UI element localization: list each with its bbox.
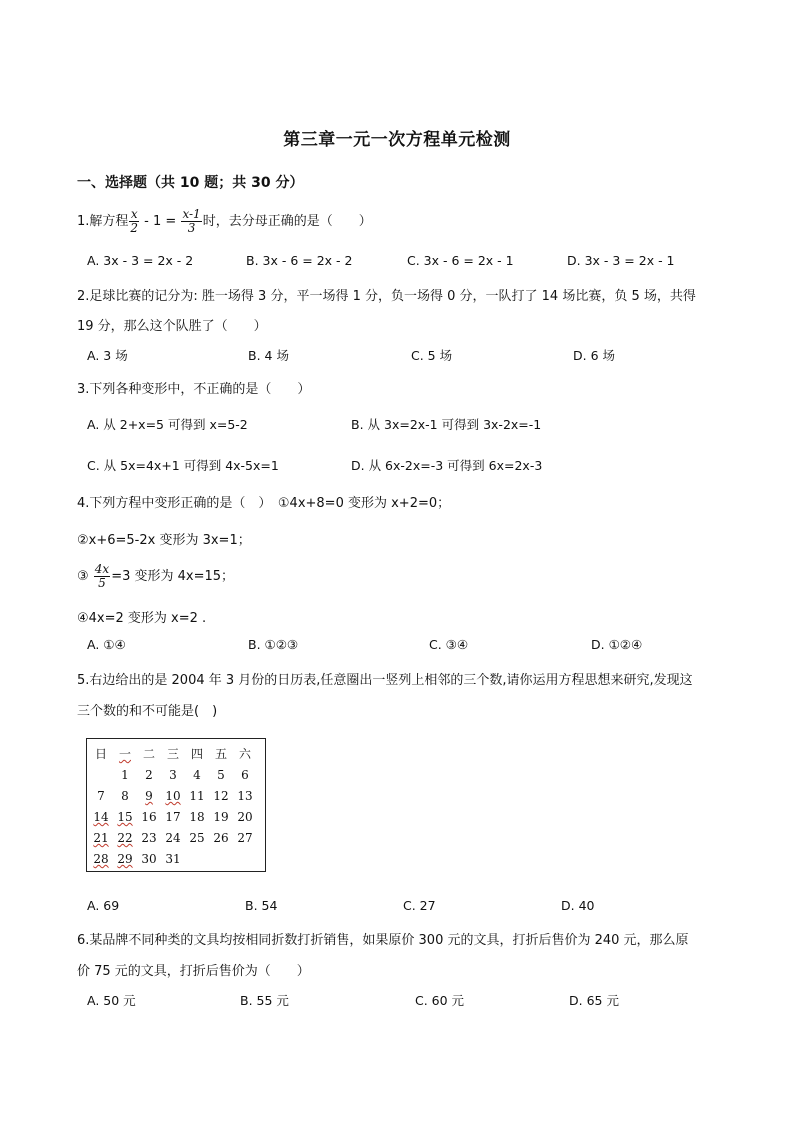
calendar-day: 26	[213, 831, 229, 845]
q6-line-1: 6.某品牌不同种类的文具均按相同折数打折销售，如果原价 300 元的文具，打折后售价为 240 元，那么原	[77, 933, 689, 948]
q6-option-d[interactable]: D. 65 元	[569, 993, 619, 1008]
q2-line-2: 19 分，那么这个队胜了（ ）	[77, 319, 267, 334]
q5-option-a[interactable]: A. 69	[87, 898, 120, 913]
q5-option-b[interactable]: B. 54	[245, 898, 278, 913]
q1-option-d[interactable]: D. 3x - 3 = 2x - 1	[567, 253, 675, 268]
calendar-week-4	[87, 831, 267, 851]
calendar-day: 22	[117, 831, 133, 845]
q4-item-2: ②x+6=5-2x 变形为 3x=1；	[77, 533, 251, 548]
calendar-day: 14	[93, 810, 109, 824]
calendar-day: 5	[217, 768, 225, 782]
q6-option-b[interactable]: B. 55 元	[240, 993, 289, 1008]
q1-frac2-denominator: 3	[187, 221, 196, 235]
calendar-day: 30	[141, 852, 157, 866]
calendar-week-3	[87, 810, 267, 830]
calendar-day: 15	[117, 810, 133, 824]
calendar-week-2	[87, 789, 267, 809]
calendar-day: 19	[213, 810, 229, 824]
q5-option-c[interactable]: C. 27	[403, 898, 436, 913]
question-1-stem	[77, 208, 372, 235]
q5-line-1: 5.右边给出的是 2004 年 3 月份的日历表,任意圈出一竖列上相邻的三个数,请你运用方程思想来研究,发现这	[77, 673, 693, 688]
q1-frac1-denominator: 2	[130, 221, 139, 235]
q1-frac2-numerator: x-1	[182, 207, 201, 221]
q4-item-3-marker: ③	[77, 569, 89, 584]
calendar-week-5	[87, 852, 267, 872]
calendar-day: 21	[93, 831, 109, 845]
calendar-day: 20	[237, 810, 253, 824]
q4-item-3-suffix: =3 变形为 4x=15；	[111, 569, 235, 584]
q6-option-a[interactable]: A. 50 元	[87, 993, 136, 1008]
calendar-day: 7	[97, 789, 105, 803]
calendar-day: 11	[189, 789, 205, 803]
q1-option-b[interactable]: B. 3x - 6 = 2x - 2	[246, 253, 353, 268]
q1-suffix: 时，去分母正确的是（ ）	[202, 214, 372, 229]
q6-line-2: 价 75 元的文具，打折后售价为（ ）	[77, 964, 310, 979]
calendar-header-wed: 三	[166, 747, 179, 761]
calendar-day: 24	[165, 831, 181, 845]
q3-option-c[interactable]: C. 从 5x=4x+1 可得到 4x-5x=1	[87, 458, 279, 473]
calendar-header-tue: 二	[142, 747, 155, 761]
calendar-header-row	[87, 745, 267, 765]
calendar-day: 25	[189, 831, 205, 845]
calendar-header-sat: 六	[238, 747, 251, 761]
calendar-day: 9	[145, 789, 153, 803]
calendar-table	[86, 738, 266, 872]
calendar-day: 2	[145, 768, 153, 782]
calendar-week-1	[87, 768, 267, 788]
q2-option-d[interactable]: D. 6 场	[573, 348, 615, 363]
q3-stem: 3.下列各种变形中，不正确的是（ ）	[77, 382, 311, 397]
q1-option-c[interactable]: C. 3x - 6 = 2x - 1	[407, 253, 514, 268]
q1-mid: - 1 =	[140, 214, 181, 229]
q4-item-4: ④4x=2 变形为 x=2 .	[77, 611, 207, 626]
calendar-header-mon: 一	[118, 747, 131, 761]
q1-option-a[interactable]: A. 3x - 3 = 2x - 2	[87, 253, 194, 268]
calendar-day: 3	[169, 768, 177, 782]
calendar-day: 6	[241, 768, 249, 782]
q4-option-d[interactable]: D. ①②④	[591, 637, 643, 652]
q3-option-a[interactable]: A. 从 2+x=5 可得到 x=5-2	[87, 417, 248, 432]
q2-option-c[interactable]: C. 5 场	[411, 348, 453, 363]
q5-line-2: 三个数的和不可能是( )	[77, 704, 218, 719]
q1-prefix: 1.解方程	[77, 214, 129, 229]
q4-item-3	[77, 563, 234, 590]
q4-item-3-fraction	[94, 563, 110, 590]
calendar-day: 28	[93, 852, 109, 866]
calendar-header-sun: 日	[94, 747, 107, 761]
calendar-day: 16	[141, 810, 157, 824]
calendar-day: 13	[237, 789, 253, 803]
calendar-header-thu: 四	[190, 747, 203, 761]
calendar-day: 31	[165, 852, 181, 866]
q5-option-d[interactable]: D. 40	[561, 898, 595, 913]
section-heading: 一、选择题（共 10 题；共 30 分）	[77, 175, 304, 191]
q4-frac-denominator: 5	[98, 576, 106, 590]
q2-line-1: 2.足球比赛的记分为: 胜一场得 3 分，平一场得 1 分，负一场得 0 分，一队打了 14 场比赛，负 5 场，共得	[77, 289, 696, 304]
calendar-day: 27	[237, 831, 253, 845]
q1-fraction-2	[181, 208, 201, 235]
q2-option-a[interactable]: A. 3 场	[87, 348, 128, 363]
q4-option-b[interactable]: B. ①②③	[248, 637, 299, 652]
page-title: 第三章一元一次方程单元检测	[283, 130, 511, 150]
calendar-day: 29	[117, 852, 133, 866]
q6-option-c[interactable]: C. 60 元	[415, 993, 465, 1008]
calendar-day: 4	[193, 768, 201, 782]
calendar-day: 1	[121, 768, 129, 782]
q2-option-b[interactable]: B. 4 场	[248, 348, 289, 363]
q4-option-c[interactable]: C. ③④	[429, 637, 469, 652]
calendar-day: 23	[141, 831, 157, 845]
calendar-day: 17	[165, 810, 181, 824]
calendar-day: 10	[165, 789, 181, 803]
q4-stem: 4.下列方程中变形正确的是（ ） ①4x+8=0 变形为 x+2=0；	[77, 496, 451, 511]
q1-fraction-1	[129, 208, 139, 235]
q4-option-a[interactable]: A. ①④	[87, 637, 126, 652]
calendar-header-fri: 五	[214, 747, 227, 761]
calendar-day: 8	[121, 789, 129, 803]
q3-option-b[interactable]: B. 从 3x=2x-1 可得到 3x-2x=-1	[351, 417, 542, 432]
q4-frac-numerator: 4x	[94, 562, 110, 576]
q3-option-d[interactable]: D. 从 6x-2x=-3 可得到 6x=2x-3	[351, 458, 543, 473]
calendar-day: 18	[189, 810, 205, 824]
calendar-day: 12	[213, 789, 229, 803]
q1-frac1-numerator: x	[130, 207, 138, 221]
